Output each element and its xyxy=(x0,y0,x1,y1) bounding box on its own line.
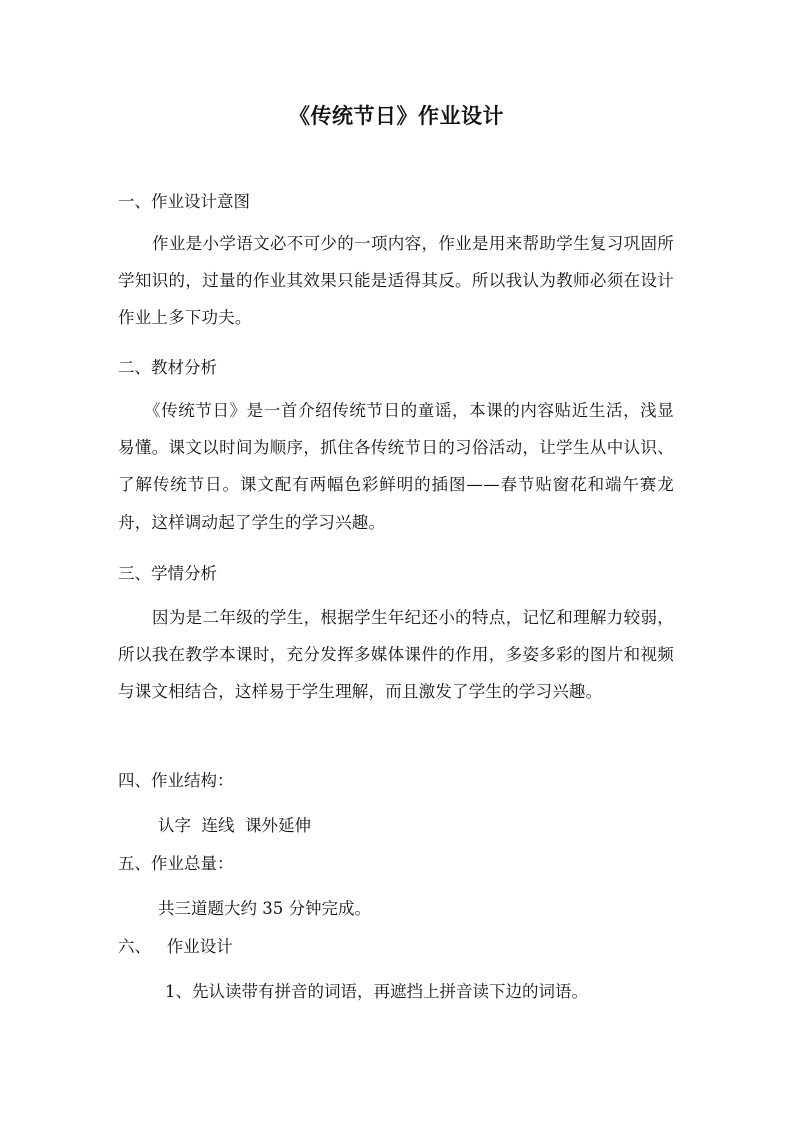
section-heading-structure: 四、作业结构： xyxy=(118,771,234,790)
section-body-design-item-1: 1、先认读带有拼音的词语，再遮挡上拼音读下边的词语。 xyxy=(165,982,588,1001)
section-body-structure: 认字 连线 课外延伸 xyxy=(158,816,311,835)
section-body-textbook: 《传统节日》是一首介绍传统节日的童谣，本课的内容贴近生活，浅显易懂。课文以时间为顺序，抓住各传统节日的习俗活动，让学生从中认识、了解传统节日。课文配有两幅色彩鲜明的插图——春节贴窗花和端午赛龙舟，这样调动起了学生的学习兴趣。 xyxy=(118,401,674,532)
section-heading-intent: 一、作业设计意图 xyxy=(118,192,250,211)
section-body-students: 因为是二年级的学生，根据学生年纪还小的特点，记忆和理解力较弱，所以我在教学本课时，充分发挥多媒体课件的作用，多姿多彩的图片和视频与课文相结合，这样易于学生理解，而且激发了学生的学习兴趣。 xyxy=(118,608,674,702)
page-title: 《传统节日》作业设计 xyxy=(289,104,504,128)
section-body-intent: 作业是小学语文必不可少的一项内容，作业是用来帮助学生复习巩固所学知识的，过量的作业其效果只能是适得其反。所以我认为教师必须在设计作业上多下功夫。 xyxy=(118,234,674,328)
section-heading-amount: 五、作业总量： xyxy=(118,854,234,873)
section-heading-students: 三、学情分析 xyxy=(118,564,217,583)
section-body-amount: 共三道题大约 35 分钟完成。 xyxy=(158,899,371,918)
section-heading-textbook: 二、教材分析 xyxy=(118,358,217,377)
section-heading-design: 六、 作业设计 xyxy=(118,937,233,956)
